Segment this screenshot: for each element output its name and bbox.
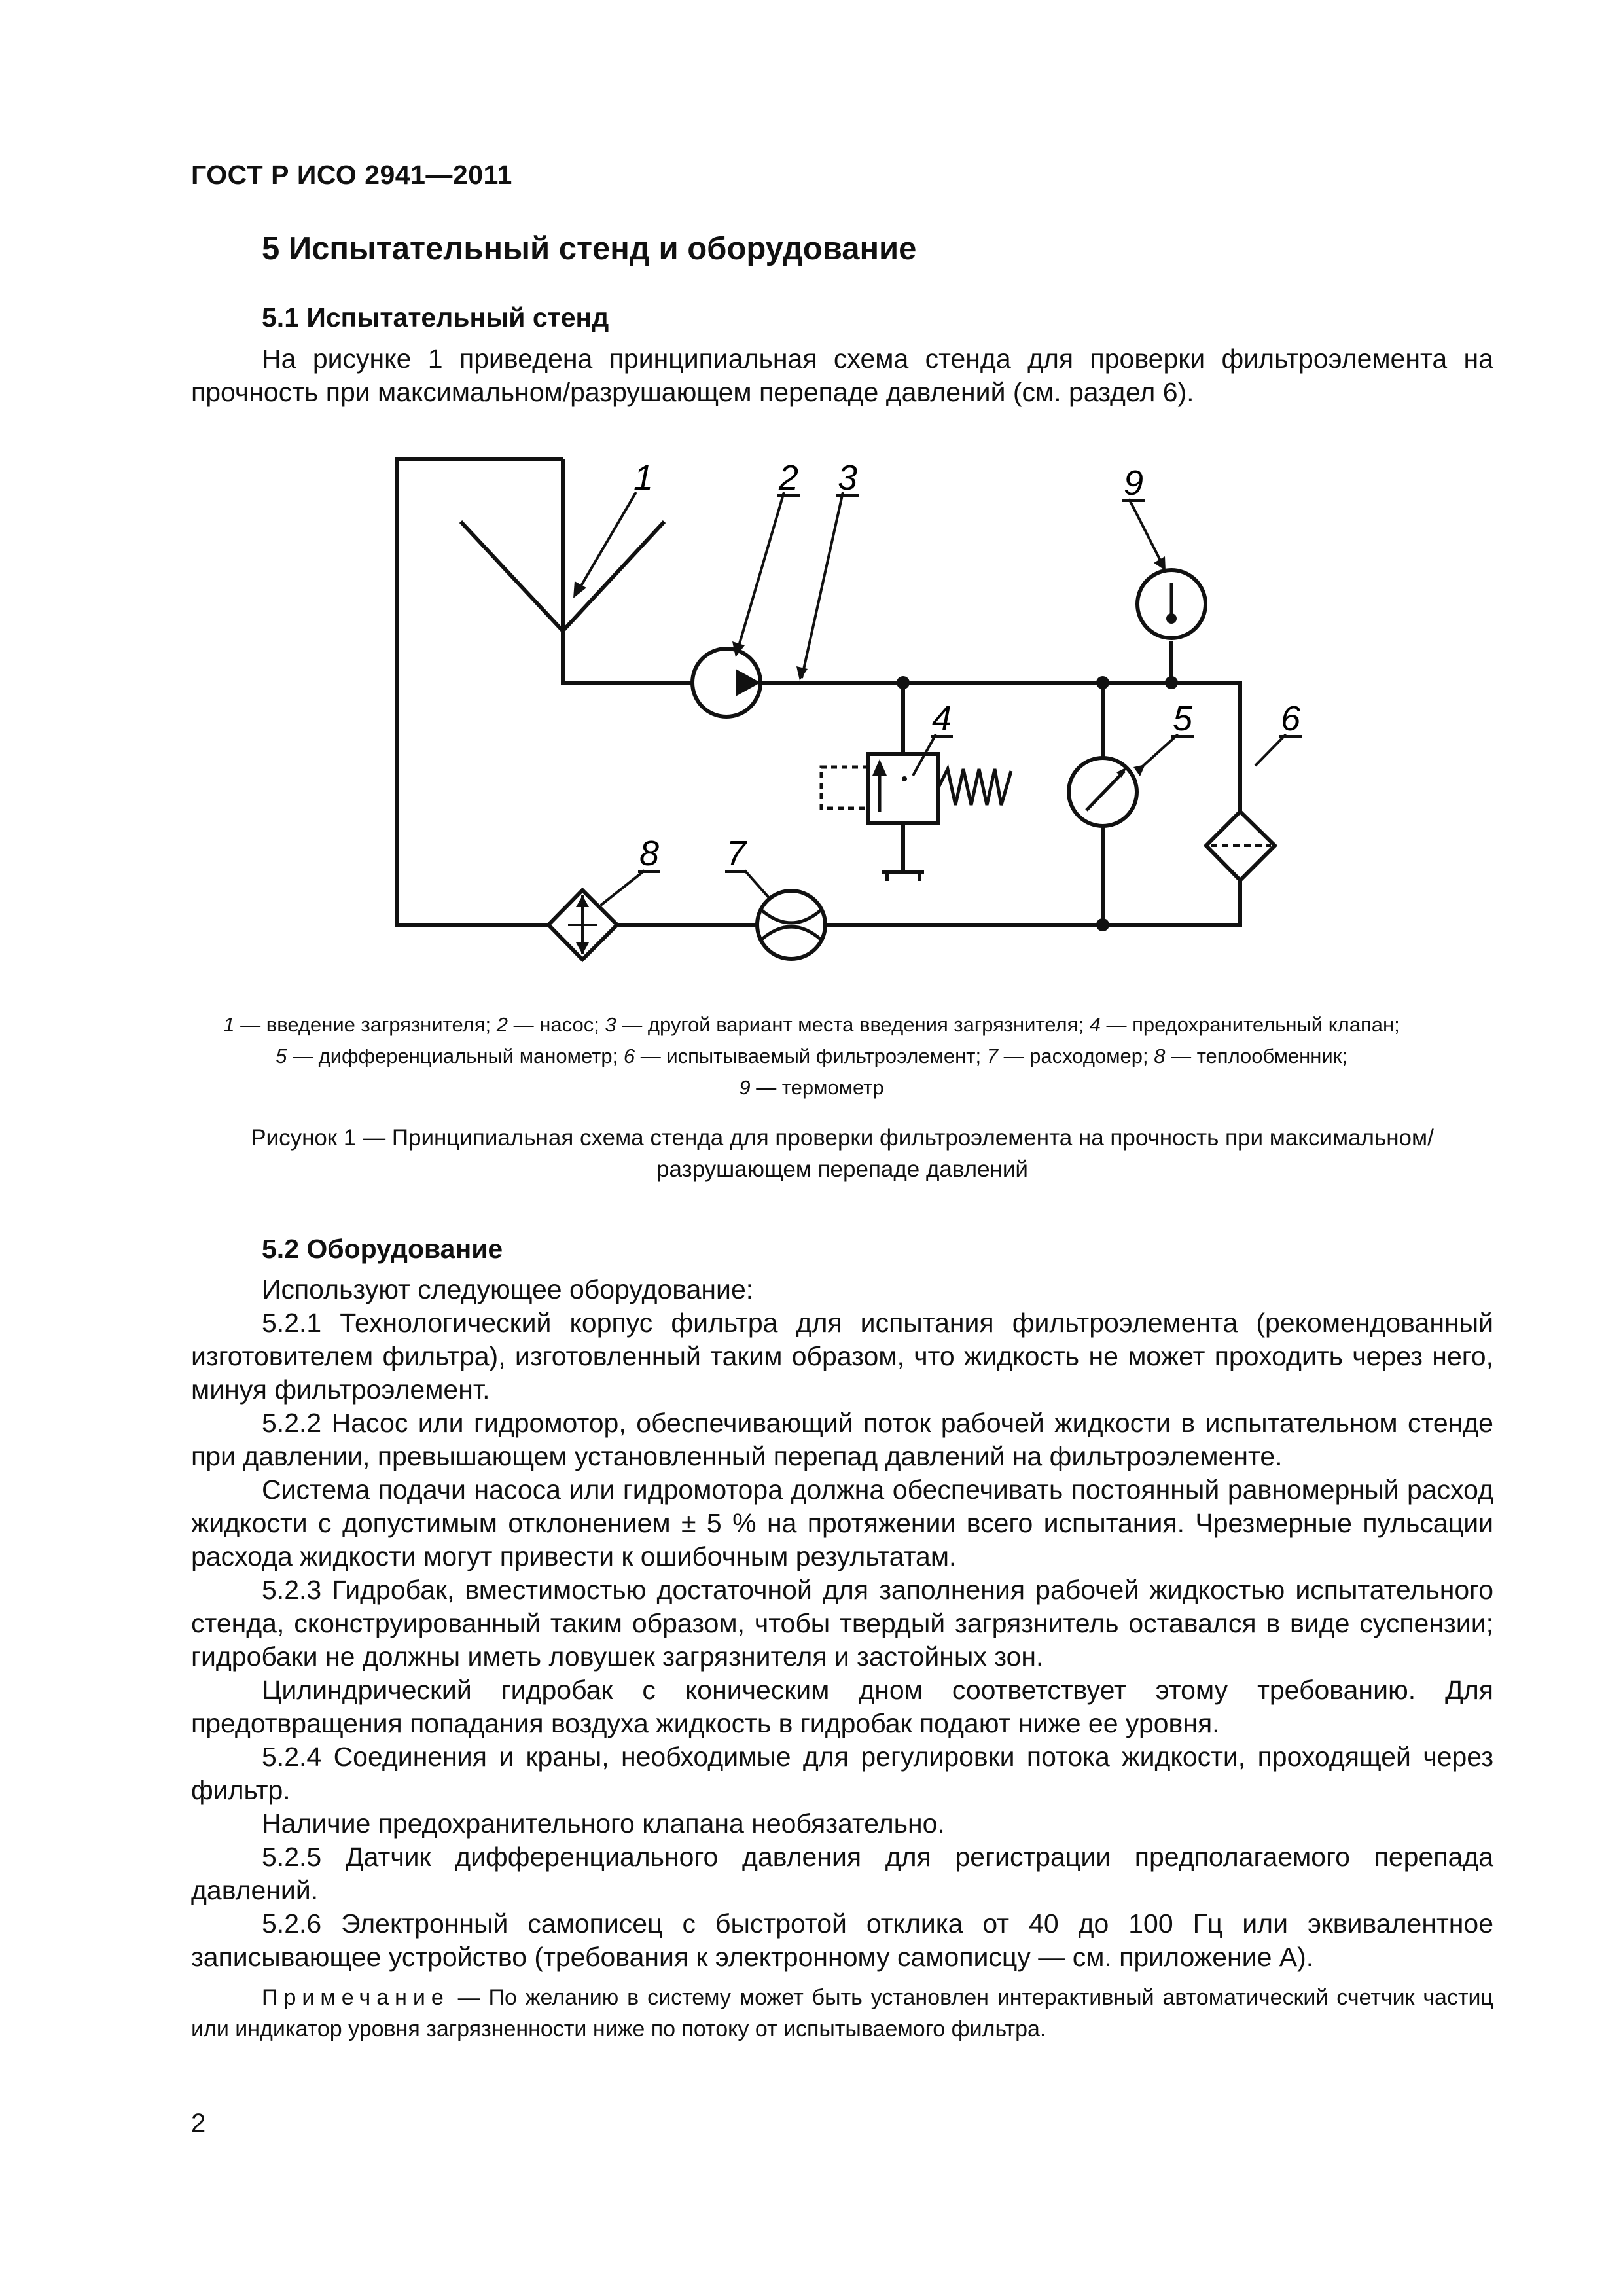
figure-label-4: 4 [932,699,952,738]
junction-dot [1165,676,1178,689]
filter-element-icon [1206,812,1275,880]
figure-label-3: 3 [838,458,858,497]
legend-line: 5 — дифференциальный манометр; 6 — испытываемый фильтроэлемент; 7 — расходомер; 8 — теплообменник; [276,1045,1347,1067]
paragraph-5-1 [191,342,1493,409]
return-line-right [826,880,1240,925]
paragraph: 5.2.3 Гидробак, вместимостью достаточной для заполнения рабочей жидкостью испытательного стенда, сконструированный таким образом, чтобы твердый загрязнитель оставался в виде суспензии; гидробаки не должны иметь ловушек загрязнителя и застойных зон. [191,1575,1493,1672]
paragraph: Цилиндрический гидробак с коническим дном соответствует этому требованию. Для предотвращения попадания воздуха жидкость в гидробак подают ниже ее уровня. [191,1675,1493,1738]
figure-legend [170,1009,1453,1103]
relief-valve-icon [821,754,1011,881]
figure-label-2: 2 [779,458,799,497]
page-number: 2 [191,2109,206,2138]
section-5-2-body [191,1273,1493,1974]
figure-label-9: 9 [1124,463,1144,503]
figure-label-5: 5 [1173,699,1193,738]
figure-label-1: 1 [633,458,654,497]
paragraph: 5.2.2 Насос или гидромотор, обеспечивающий поток рабочей жидкости в испытательном стенде при давлении, превышающем установленный перепад давлений на фильтроэлементе. [191,1408,1493,1471]
subsection-title-5-1: 5.1 Испытательный стенд [262,302,609,332]
legend-line: 1 — введение загрязнителя; 2 — насос; 3 — другой вариант места введения загрязнителя; 4 — предохранительный клапан; [223,1013,1400,1036]
funnel-stem [563,459,692,683]
paragraph: Наличие предохранительного клапана необязательно. [262,1808,945,1839]
junction-dot [897,676,910,689]
note [191,1982,1493,2045]
section-title: 5 Испытательный стенд и оборудование [262,231,917,266]
paragraph: Система подачи насоса или гидромотора должна обеспечивать постоянный равномерный расход жидкости с допустимым отклонением ± 5 % на протяжении всего испытания. Чрезмерные пульсации расхода жидкости могут привести к ошибочным результатам. [191,1475,1493,1571]
figure-caption: Рисунок 1 — Принципиальная схема стенда для проверки фильтроэлемента на прочность при максимальном/разрушающем перепаде давлений [251,1125,1434,1182]
flow-meter-icon [757,891,825,959]
document-header: ГОСТ Р ИСО 2941—2011 [191,160,512,190]
paragraph: 5.2.4 Соединения и краны, необходимые для регулировки потока жидкости, проходящей через фильтр. [191,1742,1493,1805]
subsection-title-5-2: 5.2 Оборудование [262,1234,503,1264]
pump-icon [692,649,760,717]
paragraph: Используют следующее оборудование: [262,1274,754,1304]
thermometer-icon [1137,570,1205,638]
note-label: Примечание [262,1985,450,2010]
junction-dot [1096,676,1109,689]
paragraph-text: На рисунке 1 приведена принципиальная схема стенда для проверки фильтроэлемента на прочность при максимальном/разрушающем перепаде давлений (см. раздел 6). [191,344,1493,407]
differential-gauge-icon [1069,758,1137,826]
paragraph: 5.2.6 Электронный самописец с быстротой отклика от 40 до 100 Гц или эквивалентное записывающее устройство (требования к электронному самописцу — см. приложение А). [191,1909,1493,1972]
junction-dot [1096,918,1109,931]
note-text: — По желанию в систему может быть установлен интерактивный автоматический счетчик частиц или индикатор уровня загрязненности ниже по потоку от испытываемого фильтра. [191,1985,1493,2041]
paragraph: 5.2.1 Технологический корпус фильтра для испытания фильтроэлемента (рекомендованный изготовителем фильтра), изготовленный таким образом, что жидкость не может проходить через него, минуя фильтроэлемент. [191,1308,1493,1405]
figure-label-6: 6 [1281,699,1301,738]
figure-schematic [366,445,1309,988]
figure-label-8: 8 [639,834,660,873]
legend-line: 9 — термометр [739,1076,884,1099]
tank-line [397,459,563,925]
paragraph: 5.2.5 Датчик дифференциального давления для регистрации предполагаемого перепада давлений. [191,1842,1493,1905]
figure-label-7: 7 [726,834,747,873]
